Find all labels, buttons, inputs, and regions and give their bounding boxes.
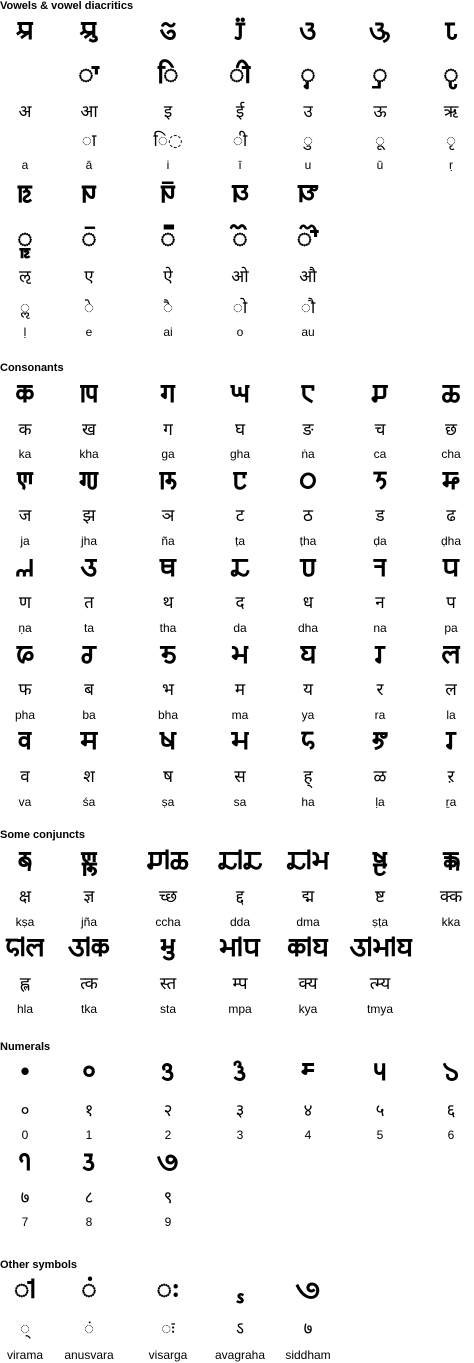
numerals-glyph-row bbox=[0, 1055, 474, 1089]
script-glyph: 𑇓 bbox=[233, 1057, 247, 1087]
devanagari-equivalent: ट bbox=[235, 506, 245, 526]
devanagari-equivalent: १ bbox=[84, 1101, 94, 1121]
transliteration-label: ā bbox=[85, 158, 93, 172]
transliteration-label: ba bbox=[82, 708, 96, 722]
other-symbols-latin-row bbox=[0, 1348, 474, 1363]
devanagari-equivalent: ◌ॢ bbox=[19, 298, 31, 318]
devanagari-equivalent: ह् bbox=[303, 767, 313, 787]
transliteration-label: 2 bbox=[164, 1128, 172, 1142]
script-glyph: 𑆫 bbox=[374, 640, 386, 670]
transliteration-label: virama bbox=[6, 1348, 43, 1362]
devanagari-equivalent: ऌ bbox=[19, 267, 31, 287]
script-glyph: 𑆝 bbox=[373, 466, 387, 496]
vowels-vowel-diacritics-glyph-row bbox=[0, 177, 474, 211]
devanagari-equivalent: आ bbox=[80, 102, 98, 122]
script-glyph: ◌𑆁 bbox=[81, 1275, 97, 1305]
devanagari-equivalent: ज bbox=[18, 506, 32, 526]
script-glyph: 𑆅 bbox=[159, 16, 177, 46]
devanagari-equivalent: ◌ौ bbox=[300, 298, 316, 318]
transliteration-label: 6 bbox=[447, 1128, 455, 1142]
transliteration-label: kya bbox=[298, 1002, 318, 1016]
section-title-consonants: Consonants bbox=[0, 362, 64, 374]
consonants-latin-row bbox=[0, 534, 474, 549]
transliteration-label: na bbox=[373, 621, 387, 635]
transliteration-label: kha bbox=[79, 447, 99, 461]
script-glyph: 𑆘𑇀𑆚 bbox=[80, 846, 98, 876]
devanagari-equivalent: ९ bbox=[163, 1188, 173, 1208]
script-glyph: 𑆘 bbox=[16, 466, 34, 496]
script-glyph: ◌𑆽 bbox=[160, 224, 176, 254]
devanagari-equivalent: क्ष bbox=[18, 887, 32, 907]
script-glyph: 𑇔 bbox=[301, 1057, 315, 1087]
consonants-deva-row bbox=[0, 419, 474, 441]
section-title-numerals: Numerals bbox=[0, 1041, 51, 1053]
devanagari-equivalent: क bbox=[18, 420, 32, 440]
transliteration-label: ca bbox=[373, 447, 387, 461]
devanagari-equivalent: ठ bbox=[303, 506, 313, 526]
vowels-vowel-diacritics-deva-row bbox=[0, 266, 474, 288]
transliteration-label: ṟa bbox=[445, 795, 457, 809]
devanagari-equivalent: ८ bbox=[84, 1188, 94, 1208]
script-glyph: ◌𑆷 bbox=[372, 60, 388, 90]
devanagari-equivalent: त bbox=[84, 593, 94, 613]
script-glyph: 𑆠𑇀𑆑 bbox=[68, 933, 110, 963]
transliteration-label: jha bbox=[80, 534, 97, 548]
devanagari-equivalent: ऱ bbox=[447, 767, 455, 787]
devanagari-equivalent: ऐ bbox=[163, 267, 173, 287]
consonants-deva-row bbox=[0, 679, 474, 701]
script-glyph: 𑆧 bbox=[81, 640, 97, 670]
transliteration-label: pa bbox=[444, 621, 458, 635]
transliteration-label: ña bbox=[161, 534, 175, 548]
devanagari-equivalent: ई bbox=[235, 102, 245, 122]
devanagari-equivalent: औ bbox=[299, 267, 317, 287]
script-glyph: 𑆬 bbox=[441, 640, 461, 670]
devanagari-equivalent: स्त bbox=[159, 974, 177, 994]
devanagari-equivalent: थ bbox=[162, 593, 174, 613]
devanagari-equivalent: ० bbox=[20, 1101, 30, 1121]
script-glyph: 𑆇 bbox=[300, 16, 316, 46]
script-glyph: 𑆖𑇀𑆗 bbox=[147, 846, 189, 876]
consonants-latin-row bbox=[0, 708, 474, 723]
script-glyph: 𑆑𑇀𑆑 bbox=[441, 846, 461, 876]
transliteration-label: jña bbox=[80, 915, 97, 929]
transliteration-label: ū bbox=[376, 158, 384, 172]
devanagari-equivalent: प bbox=[446, 593, 456, 613]
devanagari-equivalent: म bbox=[234, 680, 246, 700]
transliteration-label: i bbox=[166, 158, 170, 172]
devanagari-equivalent: स bbox=[234, 767, 246, 787]
script-glyph: 𑆙 bbox=[79, 466, 99, 496]
devanagari-equivalent: त्म्य bbox=[369, 974, 391, 994]
script-glyph: 𑇗 bbox=[19, 1147, 31, 1177]
transliteration-label: pha bbox=[14, 708, 36, 722]
transliteration-label: ma bbox=[231, 708, 249, 722]
numerals-latin-row bbox=[0, 1128, 474, 1143]
devanagari-equivalent: घ bbox=[234, 420, 246, 440]
transliteration-label: hla bbox=[16, 1002, 33, 1016]
devanagari-equivalent: ◌ा bbox=[81, 131, 97, 151]
devanagari-equivalent: ७ bbox=[303, 1319, 313, 1339]
some-conjuncts-glyph-row bbox=[0, 844, 474, 878]
transliteration-label: ha bbox=[301, 795, 315, 809]
devanagari-equivalent: ि◌ bbox=[153, 131, 183, 151]
devanagari-equivalent: ◌ै bbox=[162, 298, 174, 318]
transliteration-label: tka bbox=[80, 1002, 97, 1016]
script-glyph: 𑆨 bbox=[159, 640, 177, 670]
devanagari-equivalent: ए bbox=[84, 267, 94, 287]
transliteration-label: dma bbox=[296, 915, 320, 929]
transliteration-label: mpa bbox=[228, 1002, 252, 1016]
transliteration-label: ḷ bbox=[23, 325, 27, 339]
script-glyph: 𑆉 bbox=[444, 16, 458, 46]
some-conjuncts-latin-row bbox=[0, 915, 474, 930]
numerals-deva-row bbox=[0, 1187, 474, 1209]
vowels-vowel-diacritics-glyph-row bbox=[0, 58, 474, 92]
transliteration-label: ṭa bbox=[234, 534, 245, 548]
consonants-latin-row bbox=[0, 621, 474, 636]
devanagari-equivalent: उ bbox=[303, 102, 313, 122]
devanagari-equivalent: न bbox=[375, 593, 385, 613]
devanagari-equivalent: ष bbox=[163, 767, 173, 787]
transliteration-label: siddham bbox=[285, 1348, 331, 1362]
section-title-some-conjuncts: Some conjuncts bbox=[0, 829, 85, 841]
transliteration-label: sa bbox=[233, 795, 247, 809]
numerals-latin-row bbox=[0, 1215, 474, 1230]
other-symbols-glyph-row bbox=[0, 1273, 474, 1307]
transliteration-label: kṣa bbox=[15, 915, 35, 929]
devanagari-equivalent: च bbox=[374, 420, 386, 440]
vowels-vowel-diacritics-deva-row bbox=[0, 101, 474, 123]
script-glyph: ◌𑆵 bbox=[228, 60, 252, 90]
devanagari-equivalent: म्प bbox=[232, 974, 248, 994]
transliteration-label: gha bbox=[229, 447, 251, 461]
vowels-vowel-diacritics-deva-row bbox=[0, 297, 474, 319]
transliteration-label: ḷa bbox=[375, 795, 385, 809]
script-glyph: 𑆲 bbox=[301, 726, 315, 756]
devanagari-equivalent: इ bbox=[163, 102, 173, 122]
script-glyph: ◌𑆸 bbox=[443, 60, 459, 90]
transliteration-label: 8 bbox=[85, 1215, 93, 1229]
script-glyph: 𑆑𑇀𑆰 bbox=[18, 846, 32, 876]
devanagari-equivalent: ढ bbox=[446, 506, 456, 526]
devanagari-equivalent: त्क bbox=[80, 974, 98, 994]
script-glyph: 𑆕 bbox=[301, 379, 315, 409]
script-glyph: 𑆚 bbox=[158, 466, 178, 496]
script-glyph: 𑆎 bbox=[160, 179, 176, 209]
script-glyph: 𑆞 bbox=[442, 466, 460, 496]
transliteration-label: va bbox=[18, 795, 32, 809]
consonants-latin-row bbox=[0, 447, 474, 462]
devanagari-equivalent: ऊ bbox=[373, 102, 387, 122]
script-glyph: 𑆩 bbox=[231, 640, 249, 670]
transliteration-label: anusvara bbox=[64, 1348, 114, 1362]
devanagari-equivalent: द bbox=[235, 593, 245, 613]
transliteration-label: visarga bbox=[148, 1348, 188, 1362]
transliteration-label: la bbox=[446, 708, 456, 722]
transliteration-label: da bbox=[233, 621, 247, 635]
script-glyph: 𑆣 bbox=[299, 553, 317, 583]
script-glyph: 𑇛 bbox=[295, 1275, 321, 1305]
transliteration-label: śa bbox=[82, 795, 96, 809]
script-glyph: 𑆮 bbox=[18, 726, 32, 756]
devanagari-equivalent: ऽ bbox=[236, 1319, 244, 1339]
script-glyph: 𑆢 bbox=[230, 553, 250, 583]
script-glyph: 𑆰 bbox=[159, 726, 177, 756]
devanagari-equivalent: ळ bbox=[373, 767, 387, 787]
script-glyph: 𑆯 bbox=[79, 726, 99, 756]
devanagari-equivalent: द्म bbox=[301, 887, 315, 907]
transliteration-label: 5 bbox=[376, 1128, 384, 1142]
transliteration-label: ḍha bbox=[440, 534, 462, 548]
vowels-vowel-diacritics-latin-row bbox=[0, 325, 474, 340]
script-glyph: 𑆱𑇀𑆠 bbox=[160, 933, 176, 963]
script-glyph: ◌𑆶 bbox=[300, 60, 316, 90]
devanagari-equivalent: झ bbox=[82, 506, 96, 526]
consonants-deva-row bbox=[0, 505, 474, 527]
transliteration-label: ccha bbox=[155, 915, 181, 929]
script-glyph: ◌𑆺 bbox=[17, 224, 33, 254]
script-glyph: 𑆄 bbox=[80, 16, 98, 46]
devanagari-equivalent: ध bbox=[302, 593, 314, 613]
numerals-deva-row bbox=[0, 1100, 474, 1122]
script-glyph: 𑆆 bbox=[234, 16, 246, 46]
devanagari-equivalent: ख bbox=[82, 420, 96, 440]
script-glyph: 𑆢𑇀𑆩 bbox=[286, 846, 330, 876]
transliteration-label: dda bbox=[229, 915, 251, 929]
devanagari-equivalent: क्य bbox=[298, 974, 318, 994]
script-glyph: 𑆛 bbox=[232, 466, 248, 496]
devanagari-equivalent: ◌ः bbox=[161, 1319, 175, 1339]
devanagari-equivalent: ष्ट bbox=[375, 887, 385, 907]
script-glyph: 𑇁 bbox=[236, 1275, 244, 1305]
script-glyph: 𑆋 bbox=[17, 179, 33, 209]
devanagari-equivalent: ल bbox=[445, 680, 457, 700]
script-glyph: 𑆟 bbox=[15, 553, 35, 583]
consonants-glyph-row bbox=[0, 377, 474, 411]
devanagari-equivalent: द्द bbox=[235, 887, 245, 907]
transliteration-label: ṇa bbox=[18, 621, 32, 635]
devanagari-equivalent: ६ bbox=[446, 1101, 456, 1121]
script-glyph: 𑆖 bbox=[371, 379, 389, 409]
script-glyph: 𑆓 bbox=[160, 379, 176, 409]
transliteration-label: 4 bbox=[304, 1128, 312, 1142]
transliteration-label: kka bbox=[441, 915, 461, 929]
transliteration-label: cha bbox=[441, 447, 461, 461]
transliteration-label: 0 bbox=[21, 1128, 29, 1142]
devanagari-equivalent: ङ bbox=[302, 420, 314, 440]
vowels-vowel-diacritics-deva-row bbox=[0, 130, 474, 152]
script-glyph: ◌𑆴 bbox=[157, 60, 179, 90]
transliteration-label: dha bbox=[297, 621, 319, 635]
numerals-glyph-row bbox=[0, 1145, 474, 1179]
script-glyph: 𑆗 bbox=[441, 379, 461, 409]
devanagari-equivalent: ३ bbox=[235, 1101, 245, 1121]
transliteration-label: avagraha bbox=[214, 1348, 266, 1362]
transliteration-label: ta bbox=[83, 621, 94, 635]
devanagari-equivalent: ओ bbox=[231, 267, 249, 287]
transliteration-label: ja bbox=[20, 534, 30, 548]
devanagari-equivalent: अ bbox=[18, 102, 32, 122]
vowels-vowel-diacritics-glyph-row bbox=[0, 14, 474, 48]
vowels-vowel-diacritics-glyph-row bbox=[0, 222, 474, 256]
consonants-glyph-row bbox=[0, 551, 474, 585]
devanagari-equivalent: ब bbox=[84, 680, 94, 700]
devanagari-equivalent: ञ bbox=[161, 506, 175, 526]
script-glyph: 𑇒 bbox=[161, 1057, 175, 1087]
script-glyph: 𑆑 bbox=[15, 379, 35, 409]
devanagari-equivalent: च्छ bbox=[158, 887, 178, 907]
devanagari-equivalent: ◌ु bbox=[302, 131, 314, 151]
script-glyph: 𑆢𑇀𑆢 bbox=[218, 846, 262, 876]
devanagari-equivalent: ४ bbox=[303, 1101, 313, 1121]
script-glyph: 𑆤 bbox=[373, 553, 387, 583]
consonants-glyph-row bbox=[0, 724, 474, 758]
transliteration-label: ṅa bbox=[301, 447, 315, 461]
transliteration-label: e bbox=[85, 325, 93, 339]
script-glyph: 𑆠𑇀𑆩𑇀𑆪 bbox=[350, 933, 413, 963]
devanagari-equivalent: ण bbox=[18, 593, 32, 613]
devanagari-equivalent: ◌् bbox=[19, 1319, 31, 1339]
transliteration-label: 3 bbox=[236, 1128, 244, 1142]
consonants-latin-row bbox=[0, 795, 474, 810]
devanagari-equivalent: ◌ो bbox=[232, 298, 248, 318]
script-glyph: 𑆲𑇀𑆬 bbox=[5, 933, 45, 963]
transliteration-label: ai bbox=[163, 325, 173, 339]
script-glyph: ◌𑆿 bbox=[296, 224, 320, 254]
devanagari-equivalent: ५ bbox=[375, 1101, 385, 1121]
script-glyph: 𑇘 bbox=[82, 1147, 96, 1177]
devanagari-equivalent: २ bbox=[163, 1101, 173, 1121]
transliteration-label: a bbox=[21, 158, 29, 172]
transliteration-label: o bbox=[236, 325, 244, 339]
transliteration-label: tmya bbox=[366, 1002, 393, 1016]
script-glyph: 𑆏 bbox=[231, 179, 249, 209]
script-glyph: 𑇙 bbox=[157, 1147, 179, 1177]
script-glyph: 𑇕 bbox=[373, 1057, 387, 1087]
script-glyph: ◌𑆂 bbox=[156, 1275, 180, 1305]
section-title-other-symbols: Other symbols bbox=[0, 1259, 78, 1271]
vowels-vowel-diacritics-latin-row bbox=[0, 158, 474, 173]
script-glyph: 𑆈 bbox=[369, 16, 391, 46]
script-glyph: 𑆩𑇀𑆥 bbox=[219, 933, 261, 963]
script-glyph: 𑆔 bbox=[230, 379, 250, 409]
consonants-glyph-row bbox=[0, 638, 474, 672]
devanagari-equivalent: श bbox=[83, 767, 95, 787]
script-glyph: 𑆭 bbox=[372, 726, 388, 756]
devanagari-equivalent: छ bbox=[445, 420, 457, 440]
script-glyph: 𑆍 bbox=[81, 179, 97, 209]
transliteration-label: 1 bbox=[85, 1128, 93, 1142]
transliteration-label: bha bbox=[157, 708, 179, 722]
script-glyph: 𑆫 bbox=[445, 726, 457, 756]
consonants-deva-row bbox=[0, 592, 474, 614]
devanagari-equivalent: ◌ं bbox=[83, 1319, 95, 1339]
devanagari-equivalent: भ bbox=[162, 680, 174, 700]
script-glyph: 𑆡 bbox=[159, 553, 177, 583]
devanagari-equivalent: ७ bbox=[20, 1188, 30, 1208]
script-glyph: ◌𑆳 bbox=[78, 60, 100, 90]
devanagari-equivalent: ड bbox=[375, 506, 385, 526]
devanagari-equivalent: ◌ू bbox=[374, 131, 386, 151]
transliteration-label: ī bbox=[238, 158, 242, 172]
devanagari-equivalent: क्क bbox=[439, 887, 463, 907]
some-conjuncts-deva-row bbox=[0, 886, 474, 908]
devanagari-equivalent: व bbox=[20, 767, 30, 787]
transliteration-label: ka bbox=[18, 447, 32, 461]
transliteration-label: ṣa bbox=[161, 795, 175, 809]
script-glyph: 𑆰𑇀𑆛 bbox=[372, 846, 388, 876]
script-glyph: 𑇖 bbox=[442, 1057, 460, 1087]
script-glyph: ◌𑆾 bbox=[232, 224, 248, 254]
transliteration-label: au bbox=[301, 325, 315, 339]
script-glyph: 𑆜 bbox=[299, 466, 317, 496]
devanagari-equivalent: र bbox=[376, 680, 384, 700]
devanagari-equivalent: ◌ृ bbox=[445, 131, 457, 151]
section-title-vowels-vowel-diacritics: Vowels & vowel diacritics bbox=[0, 0, 134, 12]
script-glyph: 𑆥 bbox=[442, 553, 460, 583]
script-glyph: ◌𑆼 bbox=[81, 224, 97, 254]
transliteration-label: u bbox=[304, 158, 312, 172]
consonants-deva-row bbox=[0, 766, 474, 788]
transliteration-label: ḍa bbox=[373, 534, 387, 548]
script-glyph: 𑆪 bbox=[299, 640, 317, 670]
script-glyph: 𑆱 bbox=[230, 726, 250, 756]
script-glyph: 𑆑𑇀𑆪 bbox=[287, 933, 329, 963]
devanagari-equivalent: ज्ञ bbox=[83, 887, 95, 907]
transliteration-label: sta bbox=[159, 1002, 176, 1016]
devanagari-equivalent: फ bbox=[18, 680, 32, 700]
transliteration-label: 9 bbox=[164, 1215, 172, 1229]
script-glyph: 𑇑 bbox=[81, 1057, 97, 1087]
devanagari-equivalent: ऋ bbox=[443, 102, 459, 122]
transliteration-label: ya bbox=[301, 708, 315, 722]
transliteration-label: ra bbox=[374, 708, 386, 722]
some-conjuncts-glyph-row bbox=[0, 931, 474, 965]
transliteration-label: 7 bbox=[21, 1215, 29, 1229]
script-glyph: 𑆐 bbox=[297, 179, 319, 209]
script-glyph: 𑆒 bbox=[79, 379, 99, 409]
script-glyph: 𑆦 bbox=[16, 640, 34, 670]
script-glyph: 𑆃 bbox=[16, 16, 34, 46]
transliteration-label: ga bbox=[161, 447, 175, 461]
script-glyph: 𑆠 bbox=[80, 553, 98, 583]
transliteration-label: ṛ bbox=[449, 158, 453, 172]
other-symbols-deva-row bbox=[0, 1318, 474, 1340]
script-glyph: 𑇐 bbox=[19, 1057, 31, 1087]
transliteration-label: tha bbox=[159, 621, 177, 635]
devanagari-equivalent: ◌े bbox=[83, 298, 95, 318]
script-glyph: ◌𑇀 bbox=[14, 1275, 36, 1305]
transliteration-label: ṭha bbox=[299, 534, 317, 548]
devanagari-equivalent: य bbox=[303, 680, 313, 700]
consonants-glyph-row bbox=[0, 464, 474, 498]
devanagari-equivalent: ◌ी bbox=[232, 131, 248, 151]
some-conjuncts-deva-row bbox=[0, 973, 474, 995]
some-conjuncts-latin-row bbox=[0, 1002, 474, 1017]
devanagari-equivalent: ह्ल bbox=[19, 974, 31, 994]
devanagari-equivalent: ग bbox=[163, 420, 173, 440]
transliteration-label: ṣṭa bbox=[371, 915, 388, 929]
